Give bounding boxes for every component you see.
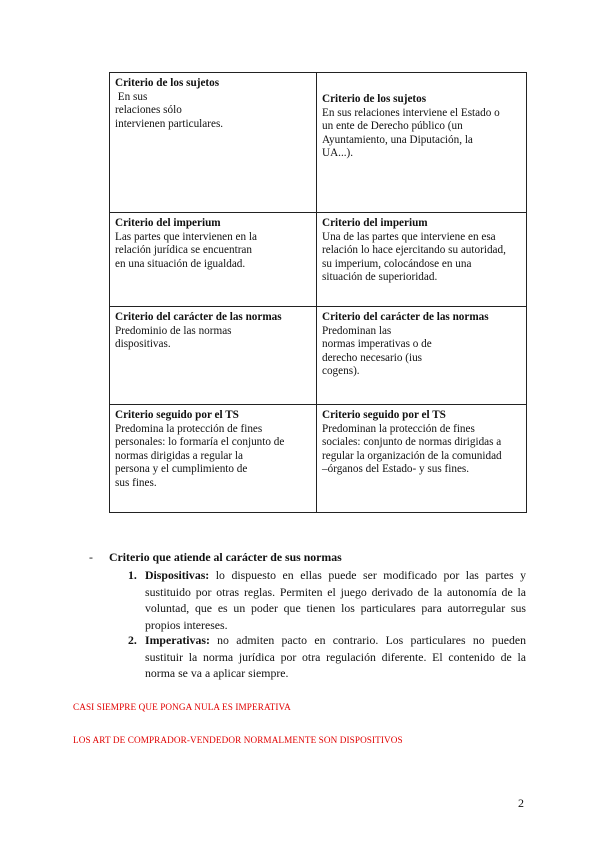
cell-line: su imperium, colocándose en una [322, 257, 472, 270]
table-cell-right [317, 405, 527, 513]
cell-line: Predomina la protección de fines [115, 422, 263, 435]
cell-line: normas imperativas o de [322, 338, 432, 351]
cell-title: Criterio seguido por el TS [115, 409, 239, 421]
table-cell-right [317, 213, 527, 307]
bullet-dash: - [89, 550, 93, 564]
cell-line: derecho necesario (ius [322, 351, 423, 364]
table-cell-right [317, 307, 527, 405]
cell-line: relación jurídica se encuentran [115, 244, 252, 257]
cell-line: Predominan la protección de fines [322, 422, 475, 435]
cell-line: sus fines. [115, 476, 157, 489]
cell-line: relaciones sólo [115, 104, 182, 117]
cell-line: en una situación de igualdad. [115, 257, 246, 270]
list-item-dispositivas [128, 567, 526, 633]
item-term: Imperativas: [145, 633, 210, 647]
item-number: 1. [128, 568, 137, 582]
cell-title: Criterio del imperium [322, 217, 428, 229]
table-cell-left [110, 307, 317, 405]
cell-line: relación lo hace ejercitando su autoridad, [322, 244, 506, 257]
table-row [110, 405, 527, 513]
cell-line: regular la organización de la comunidad [322, 449, 502, 462]
item-number: 2. [128, 633, 137, 647]
cell-line: sociales: conjunto de normas dirigidas a [322, 436, 502, 449]
table-row [110, 73, 527, 213]
cell-title: Criterio de los sujetos [115, 77, 220, 89]
cell-line: personales: lo formaría el conjunto de [115, 436, 285, 449]
table-cell-left [110, 405, 317, 513]
comparison-table [109, 72, 527, 513]
table-cell-left [110, 213, 317, 307]
cell-line: Predominio de las normas [115, 324, 232, 337]
item-text: lo dispuesto en ellas puede ser modificado por las partes y sustituido por otras reglas. Permiten el juego derivado de la autonomía de la voluntad, que es un poder que tienen los particulares para autorregular sus propios intereses. [145, 568, 526, 632]
cell-line: UA...). [322, 147, 354, 160]
cell-line: un ente de Derecho público (un [322, 120, 463, 133]
note-imperativa: CASI SIEMPRE QUE PONGA NULA ES IMPERATIVA [73, 702, 291, 712]
cell-line: En sus [115, 90, 148, 103]
cell-line: persona y el cumplimiento de [115, 463, 248, 476]
cell-title: Criterio del carácter de las normas [322, 311, 489, 323]
note-dispositivos: LOS ART DE COMPRADOR-VENDEDOR NORMALMENTE SON DISPOSITIVOS [73, 735, 403, 745]
section-heading: Criterio que atiende al carácter de sus normas [109, 550, 342, 564]
cell-line: Ayuntamiento, una Diputación, la [322, 133, 473, 146]
cell-title: Criterio del imperium [115, 217, 221, 229]
cell-title: Criterio del carácter de las normas [115, 311, 282, 323]
cell-line: Predominan las [322, 324, 392, 337]
cell-title: Criterio de los sujetos [322, 93, 427, 105]
item-term: Dispositivas: [145, 568, 210, 582]
table-row [110, 307, 527, 405]
cell-line: Las partes que intervienen en la [115, 230, 257, 243]
cell-line: intervienen particulares. [115, 117, 224, 130]
table-cell-right [317, 73, 527, 213]
cell-line: dispositivas. [115, 338, 171, 351]
table-cell-left [110, 73, 317, 213]
item-text: no admiten pacto en contrario. Los particulares no pueden sustituir la norma jurídica por otra regulación diferente. El contenido de la norma se va a aplicar siempre. [145, 633, 526, 681]
cell-line: cogens). [322, 365, 360, 378]
cell-line: –órganos del Estado- y sus fines. [322, 463, 470, 476]
table-row [110, 213, 527, 307]
cell-line: Una de las partes que interviene en esa [322, 230, 496, 243]
cell-line: En sus relaciones interviene el Estado o [322, 106, 500, 119]
page-number: 2 [518, 796, 524, 810]
cell-line: normas dirigidas a regular la [115, 449, 243, 462]
cell-line: situación de superioridad. [322, 271, 438, 284]
cell-title: Criterio seguido por el TS [322, 409, 446, 421]
list-item-imperativas [128, 632, 526, 682]
